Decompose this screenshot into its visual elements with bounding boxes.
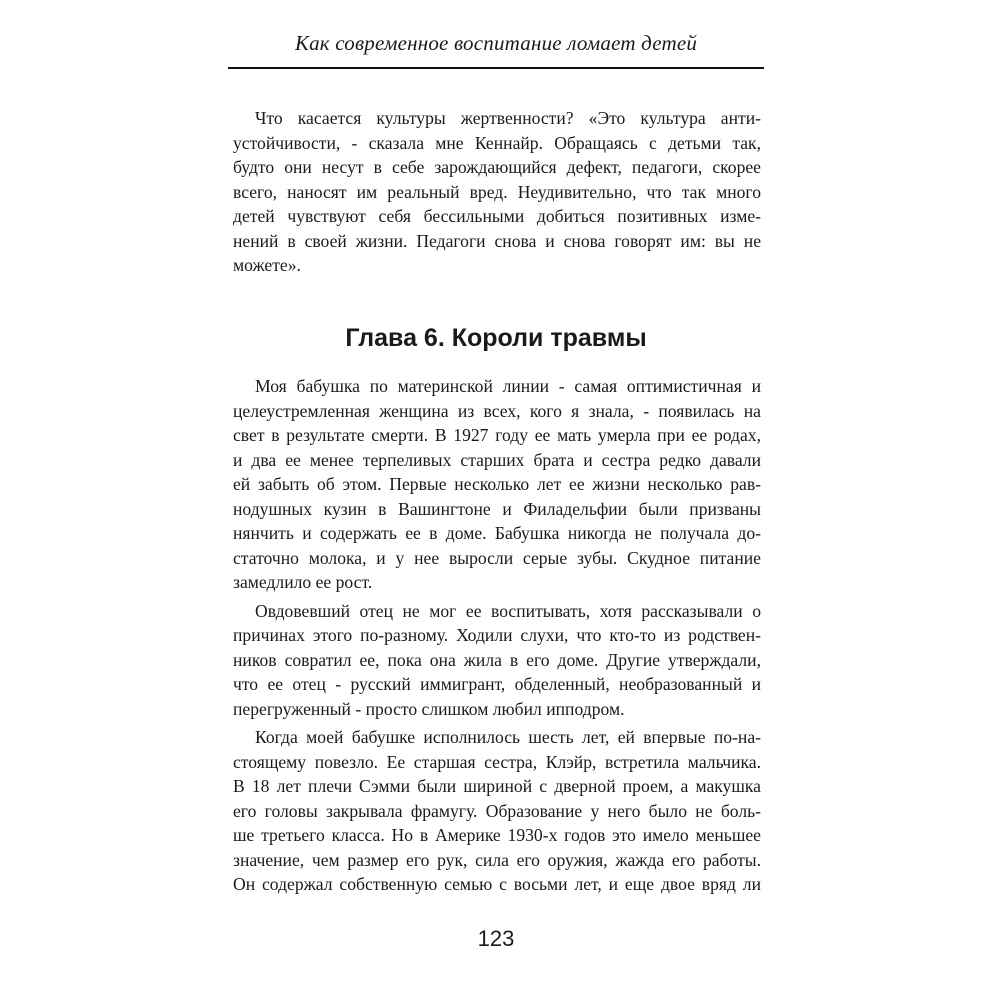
- text-line: Что касается культуры жертвенности? «Это культура анти-: [255, 108, 761, 128]
- chapter-body: [233, 374, 761, 897]
- text-line: статочно молока, и у нее выросли серые зубы. Скудное питание: [233, 547, 761, 568]
- text-line: детей чувствуют себя бессильными добиться позитивных изме-: [233, 206, 761, 226]
- text-line: и два ее менее терпеливых старших брата и сестра редко давали: [233, 449, 761, 470]
- text-line: Когда моей бабушке исполнилось шесть лет, ей впервые по-на-: [255, 727, 761, 747]
- chapter-paragraph-1: [233, 374, 761, 595]
- text-line: ей забыть об этом. Первые несколько лет ее жизни несколько рав-: [233, 474, 761, 494]
- text-line: В 18 лет плечи Сэмми были шириной с дверной проем, а макушка: [233, 776, 761, 796]
- text-line: Он содержал собственную семью с восьми лет, и еще двое вряд ли: [233, 874, 761, 894]
- text-line: его головы закрывала фрамугу. Образование у него было не боль-: [233, 800, 761, 821]
- text-line: ников совратил ее, пока она жила в его доме. Другие утверждали,: [233, 649, 761, 670]
- text-line: значение, чем размер его рук, сила его оружия, жажда его работы.: [233, 849, 761, 870]
- text-line: стоящему повезло. Ее старшая сестра, Клэйр, встретила мальчика.: [233, 751, 761, 772]
- chapter-paragraph-2: [233, 599, 761, 722]
- text-line: всего, наносят им реальный вред. Неудивительно, что так много: [233, 181, 761, 202]
- text-line: целеустремленная женщина из всех, кого я знала, - появилась на: [233, 400, 761, 421]
- header-rule: [228, 67, 764, 69]
- text-line: Овдовевший отец не мог ее воспитывать, хотя рассказывали о: [255, 600, 761, 621]
- chapter-title: Глава 6. Короли травмы: [345, 324, 647, 352]
- running-head-title: Как современное воспитание ломает детей: [294, 31, 698, 55]
- text-line: перегруженный - просто слишком любил ипподром.: [233, 698, 625, 719]
- text-line: свет в результате смерти. В 1927 году ее мать умерла при ее родах,: [233, 425, 761, 445]
- text-line: ше третьего класса. Но в Америке 1930-х годов это имело меньшее: [233, 825, 761, 845]
- page-number: 123: [477, 926, 515, 951]
- text-line: причинах этого по-разному. Ходили слухи, что кто-то из родствен-: [233, 625, 761, 645]
- intro-paragraph: [233, 106, 761, 278]
- text-line: нянчить и содержать ее в доме. Бабушка никогда не получала до-: [233, 523, 761, 543]
- text-line: нодушных кузин в Вашингтоне и Филадельфии были призваны: [233, 498, 761, 519]
- text-line: можете».: [233, 255, 301, 275]
- text-line: Моя бабушка по материнской линии - самая оптимистичная и: [255, 376, 761, 396]
- text-line: нений в своей жизни. Педагоги снова и снова говорят им: вы не: [233, 230, 761, 251]
- text-line: замедлило ее рост.: [233, 572, 373, 592]
- text-line: что ее отец - русский иммигрант, обделенный, необразованный и: [233, 674, 761, 694]
- text-line: будто они несут в себе зарождающийся дефект, педагоги, скорее: [233, 157, 761, 177]
- chapter-paragraph-3: [233, 725, 761, 897]
- text-line: устойчивости, - сказала мне Кеннайр. Обращаясь с детьми так,: [233, 132, 761, 153]
